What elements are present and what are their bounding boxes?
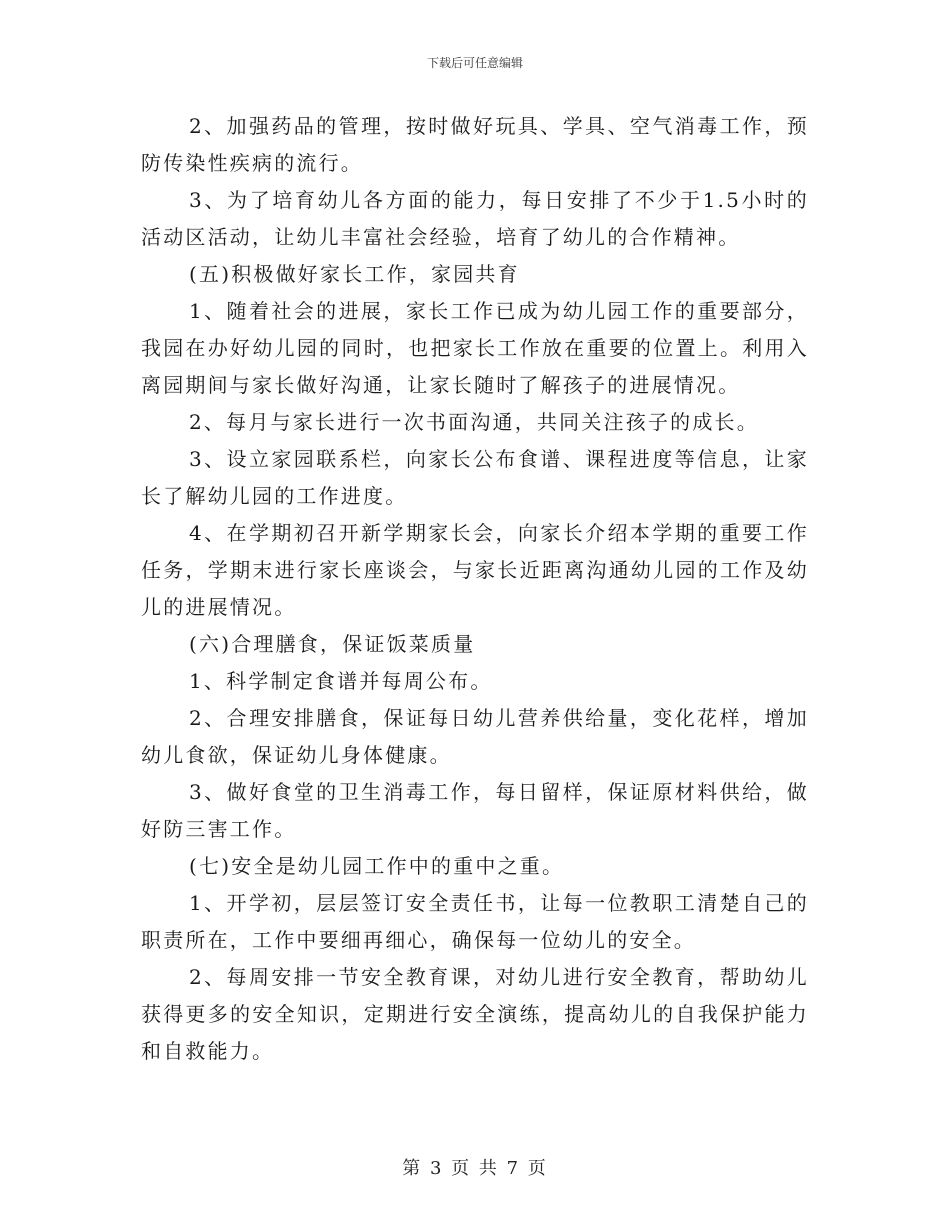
paragraph: 2、每月与家长进行一次书面沟通，共同关注孩子的成长。 xyxy=(189,410,759,434)
section-heading: (七)安全是幼儿园工作中的重中之重。 xyxy=(189,854,565,878)
paragraph: 1、科学制定食谱并每周公布。 xyxy=(189,669,493,693)
section-heading: (六)合理膳食，保证饭菜质量 xyxy=(189,632,476,656)
paragraph: 2、合理安排膳食，保证每日幼儿营养供给量，变化花样，增加幼儿食欲，保证幼儿身体健康。 xyxy=(141,706,809,767)
page-number-footer: 第 3 页 共 7 页 xyxy=(402,1158,548,1179)
paragraph: 3、为了培育幼儿各方面的能力，每日安排了不少于1.5小时的活动区活动，让幼儿丰富社会经验，培育了幼儿的合作精神。 xyxy=(141,188,809,249)
section-heading: (五)积极做好家长工作，家园共育 xyxy=(189,262,520,286)
paragraph: 1、开学初，层层签订安全责任书，让每一位教职工清楚自己的职责所在，工作中要细再细心，确保每一位幼儿的安全。 xyxy=(141,891,809,952)
paragraph: 3、做好食堂的卫生消毒工作，每日留样，保证原材料供给，做好防三害工作。 xyxy=(141,780,809,841)
paragraph: 1、随着社会的进展，家长工作已成为幼儿园工作的重要部分，我园在办好幼儿园的同时，也把家长工作放在重要的位置上。利用入离园期间与家长做好沟通，让家长随时了解孩子的进展情况。 xyxy=(141,299,809,397)
page-header: 下载后可任意编辑 xyxy=(426,56,523,70)
paragraph: 3、设立家园联系栏，向家长公布食谱、课程进度等信息，让家长了解幼儿园的工作进度。 xyxy=(141,447,809,508)
document-body xyxy=(141,108,809,1070)
paragraph: 2、加强药品的管理，按时做好玩具、学具、空气消毒工作，预防传染性疾病的流行。 xyxy=(141,114,809,175)
paragraph: 2、每周安排一节安全教育课，对幼儿进行安全教育，帮助幼儿获得更多的安全知识，定期进行安全演练，提高幼儿的自我保护能力和自救能力。 xyxy=(141,965,809,1063)
paragraph: 4、在学期初召开新学期家长会，向家长介绍本学期的重要工作任务，学期末进行家长座谈会，与家长近距离沟通幼儿园的工作及幼儿的进展情况。 xyxy=(141,521,809,619)
